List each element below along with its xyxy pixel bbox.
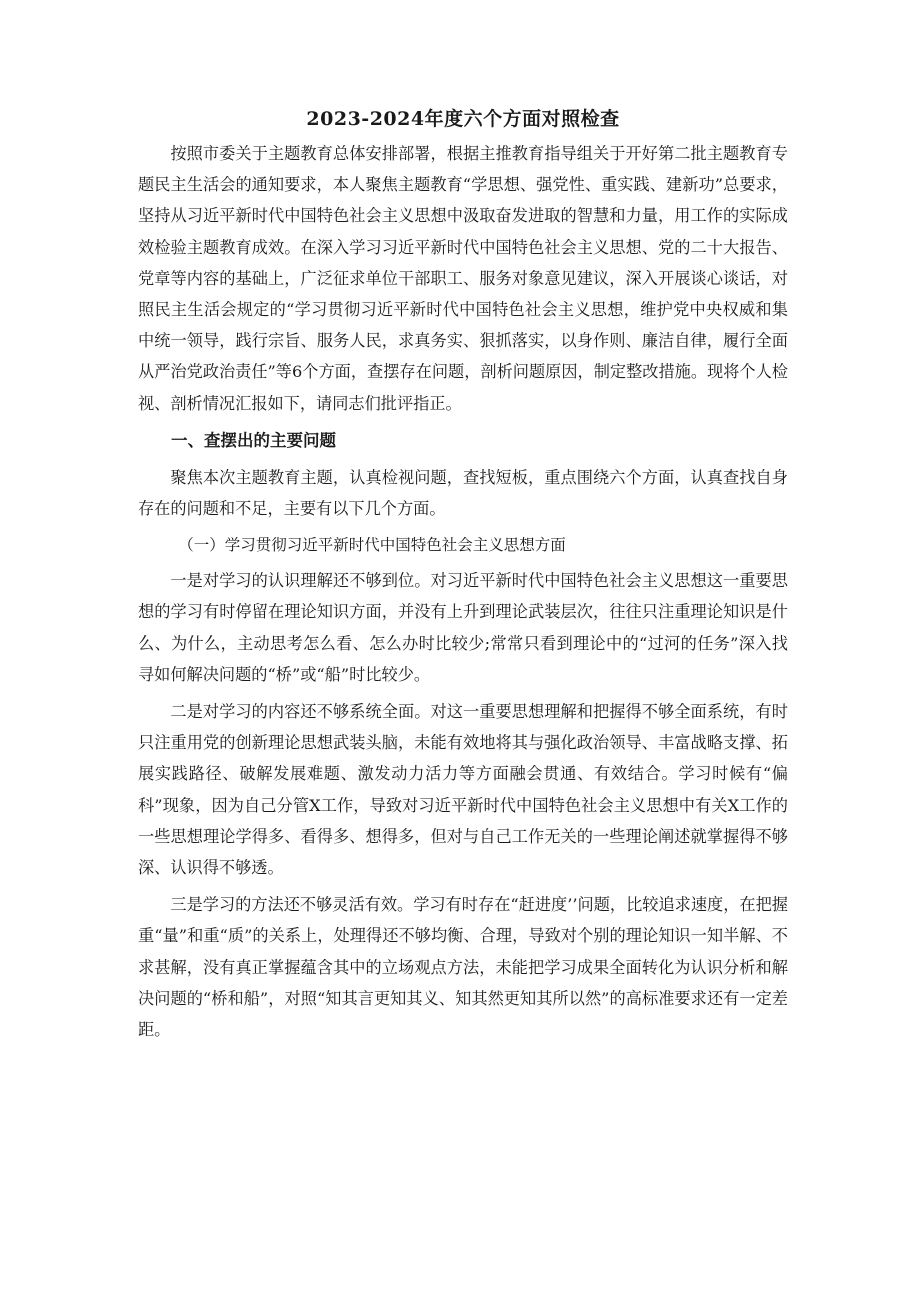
intro-paragraph: 按照市委关于主题教育总体安排部署，根据主推教育指导组关于开好第二批主题教育专题民主生活会的通知要求，本人聚焦主题教育“学思想、强党性、重实践、建新功”总要求，坚持从习近平新时代中国特色社会主义思想中汲取奋发进取的智慧和力量，用工作的实际成效检验主题教育成效。在深入学习习近平新时代中国特色社会主义思想、党的二十大报告、党章等内容的基础上，广泛征求单位干部职工、服务对象意见建议，深入开展谈心谈话，对照民主生活会规定的“学习贯彻习近平新时代中国特色社会主义思想，维护党中央权威和集中统一领导，践行宗旨、服务人民，求真务实、狠抓落实，以身作则、廉洁自律，履行全面从严治党政治责任”等6个方面，查摆存在问题，剖析问题原因，制定整改措施。现将个人检视、剖析情况汇报如下，请同志们批评指正。 [138,144,788,413]
section-heading: 一、查摆出的主要问题 [171,430,336,450]
point-paragraph-3: 三是学习的方法还不够灵活有效。学习有时存在“赶进度’’问题，比较追求速度，在把握重“量”和重“质”的关系上，处理得还不够均衡、合理，导致对个别的理论知识一知半解、不求甚解，没有真正掌握蕴含其中的立场观点方法，未能把学习成果全面转化为认识分析和解决问题的“桥和船”，对照“知其言更知其义、知其然更知其所以然”的高标准要求还有一定差距。 [138,895,788,1040]
subsection-heading: （一）学习贯彻习近平新时代中国特色社会主义思想方面 [178,536,566,555]
document-title: 2023-2024年度六个方面对照检查 [306,108,620,130]
point-paragraph-2: 二是对学习的内容还不够系统全面。对这一重要思想理解和把握得不够全面系统，有时只注重用党的创新理论思想武装头脑，未能有效地将其与强化政治领导、丰富战略支撑、拓展实践路径、破解发展难题、激发动力活力等方面融会贯通、有效结合。学习时候有“偏科”现象，因为自己分管X工作，导致对习近平新时代中国特色社会主义思想中有关X工作的一些思想理论学得多、看得多、想得多，但对与自己工作无关的一些理论阐述就掌握得不够深、认识得不够透。 [138,702,788,878]
point-paragraph-1: 一是对学习的认识理解还不够到位。对习近平新时代中国特色社会主义思想这一重要思想的学习有时停留在理论知识方面，并没有上升到理论武装层次，往往只注重理论知识是什么、为什么，主动思考怎么看、怎么办时比较少;常常只看到理论中的“过河的任务”深入找寻如何解决问题的“桥”或“船”时比较少。 [138,571,788,684]
section-intro-paragraph: 聚焦本次主题教育主题，认真检视问题，查找短板，重点围绕六个方面，认真查找自身存在的问题和不足，主要有以下几个方面。 [138,467,788,519]
document-page [138,104,788,1051]
